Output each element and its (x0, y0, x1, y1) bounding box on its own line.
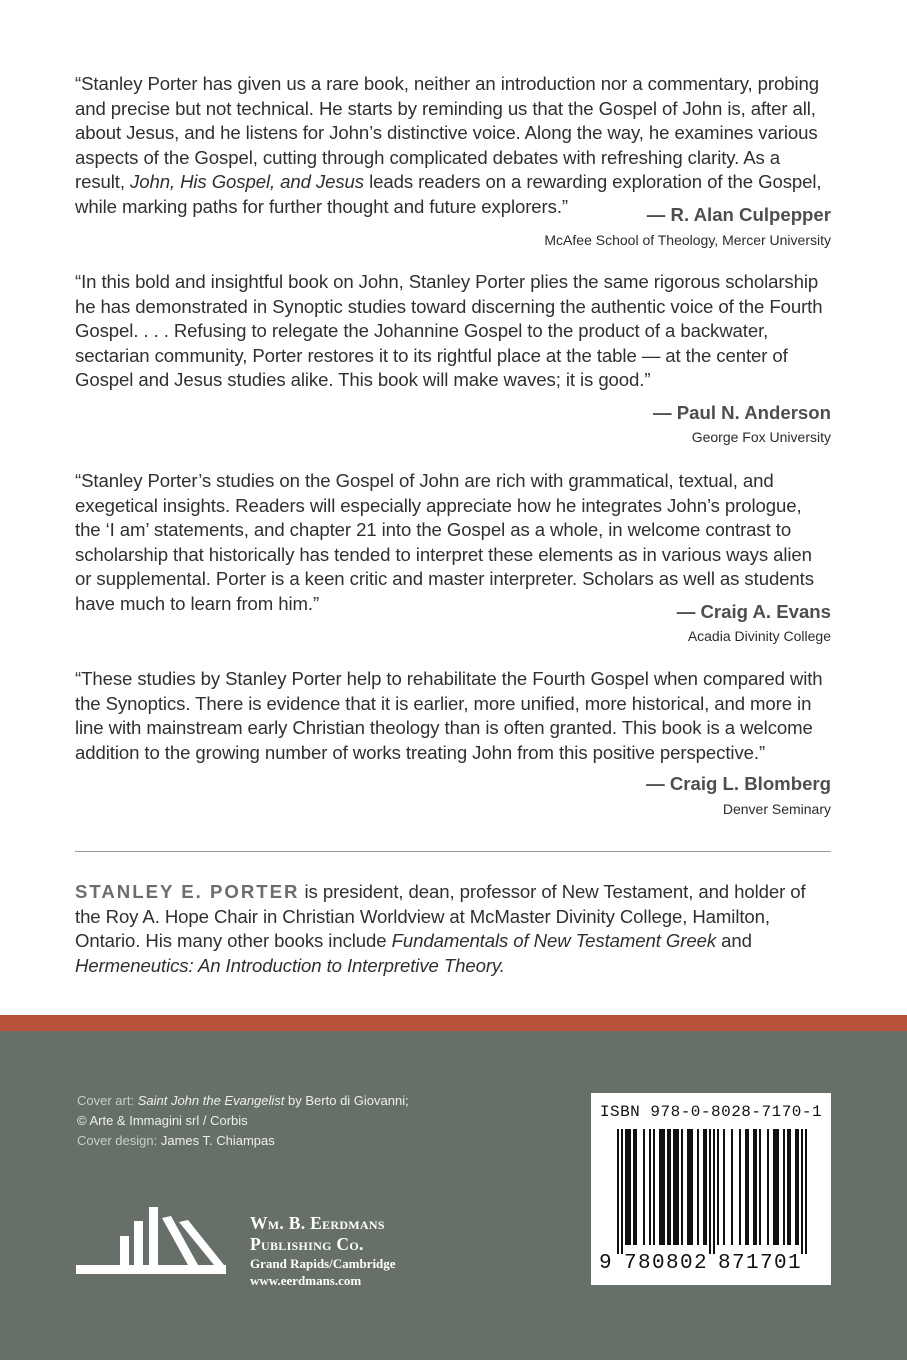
barcode-digit: 0 (652, 1252, 666, 1275)
barcode-digit: 2 (694, 1252, 708, 1275)
barcode-digit: 9 (599, 1252, 613, 1275)
barcode-bar (773, 1129, 775, 1245)
barcode-bar (777, 1129, 779, 1245)
publisher-logo-icon (76, 1196, 226, 1286)
barcode-bar (783, 1129, 785, 1245)
quote-text: “Stanley Porter’s studies on the Gospel of John are rich with grammatical, textual, and exegetical insights. Readers will especially appreciate how he integrates John’s prologue, the ‘I am’ statements, and chapter 21 into the Gospel as a whole, in welcome contrast to scholarship that historically has tended to interpret these elements as in various ways alien or supplemental. Porter is a keen critic and master interpreter. Scholars as well as students have much to learn from him.” (75, 470, 814, 614)
endorsement-quote-3 (75, 469, 832, 617)
barcode-bar (745, 1129, 747, 1245)
quote-attribution-2: — Paul N. Anderson (652, 402, 831, 423)
cover-art-credit: Cover art: Saint John the Evangelist by Berto di Giovanni; (77, 1093, 409, 1108)
barcode-bar (675, 1129, 677, 1245)
cover-credits (77, 1091, 437, 1151)
barcode-bar (649, 1129, 651, 1245)
divider-rule (75, 851, 831, 852)
barcode-bar (753, 1129, 755, 1245)
barcode-bar (635, 1129, 637, 1245)
barcode-digit: 0 (774, 1252, 788, 1275)
barcode-bar (801, 1129, 803, 1254)
barcode-bar (627, 1129, 629, 1245)
barcode-bar (689, 1129, 691, 1245)
barcode-bar (617, 1129, 619, 1254)
barcode-bar (687, 1129, 689, 1245)
barcode-bar (669, 1129, 671, 1245)
quote-affiliation-4: Denver Seminary (722, 801, 831, 817)
barcode-digit: 7 (732, 1252, 746, 1275)
barcode-bar (767, 1129, 769, 1245)
endorsement-quote-2 (75, 270, 832, 393)
barcode-bar (797, 1129, 799, 1245)
isbn-label: ISBN 978-0-8028-7170-1 (599, 1103, 823, 1121)
isbn-barcode (591, 1093, 831, 1285)
barcode-bar (629, 1129, 631, 1245)
barcode-bar (731, 1129, 733, 1245)
quote-affiliation-2: George Fox University (691, 429, 831, 445)
barcode-bar (747, 1129, 749, 1245)
barcode-bar (789, 1129, 791, 1245)
barcode-digit: 1 (746, 1252, 760, 1275)
barcode-bar (723, 1129, 725, 1245)
barcode-digit: 7 (624, 1252, 638, 1275)
barcode-bar (633, 1129, 635, 1245)
barcode-digit: 8 (638, 1252, 652, 1275)
barcode-bar (659, 1129, 661, 1245)
footer-panel (0, 1031, 907, 1360)
barcode-bar (663, 1129, 665, 1245)
barcode-bar (717, 1129, 719, 1245)
barcode-bar (653, 1129, 655, 1245)
barcode-digit: 8 (666, 1252, 680, 1275)
barcode-bar (787, 1129, 789, 1245)
barcode-bar (759, 1129, 761, 1245)
endorsement-quote-1 (75, 72, 832, 220)
quote-attribution-4: — Craig L. Blomberg (646, 773, 831, 794)
barcode-bar (697, 1129, 699, 1245)
barcode-bar (739, 1129, 741, 1245)
quote-attribution-1: — R. Alan Culpepper (646, 204, 831, 225)
barcode-bar (681, 1129, 683, 1245)
barcode-bar (703, 1129, 705, 1245)
endorsement-quote-4 (75, 667, 832, 765)
quote-text: “Stanley Porter has given us a rare book, neither an introduction nor a commentary, probing and precise but not technical. He starts by reminding us that the Gospel of John is, after all, about Jesus, and he listens for John’s distinctive voice. Along the way, he examines various aspects of the Gospel, cutting through complicated debates with refreshing clarity. As a result, John, His Gospel, and Jesus leads readers on a rewarding exploration of the Gospel, while marking paths for further thought and future explorers.” (75, 73, 822, 217)
accent-band (0, 1015, 907, 1031)
barcode-digit: 8 (718, 1252, 732, 1275)
barcode-digit: 0 (680, 1252, 694, 1275)
barcode-bar (643, 1129, 645, 1245)
barcode-digit: 7 (760, 1252, 774, 1275)
quote-affiliation-3: Acadia Divinity College (687, 628, 831, 644)
quote-attribution-3: — Craig A. Evans (676, 601, 831, 622)
author-bio: STANLEY E. PORTER is president, dean, professor of New Testament, and holder of the Roy A. Hope Chair in Christian Worldview at McMaster Divinity College, Hamilton, Ontario. His many other books include Fundamentals of New Testament Greek and Hermeneutics: An Introduction to Interpretive Theory. (75, 881, 806, 976)
barcode-digit: 1 (788, 1252, 802, 1275)
barcode-bar (625, 1129, 627, 1245)
barcode-bar (795, 1129, 797, 1245)
barcode-bar (677, 1129, 679, 1245)
barcode-bar (673, 1129, 675, 1245)
quote-text: “These studies by Stanley Porter help to rehabilitate the Fourth Gospel when compared with the Synoptics. There is evidence that it is earlier, more unified, more historical, and more in line with mainstream early Christian theology than is often granted. This book is a welcome addition to the growing number of works treating John from this positive perspective.” (75, 668, 823, 763)
publisher-name: Wm. B. Eerdmans Publishing Co. Grand Rapids/Cambridge www.eerdmans.com (250, 1213, 396, 1288)
copyright-credit: © Arte & Immagini srl / Corbis (77, 1113, 248, 1128)
barcode-bar (621, 1129, 623, 1254)
barcode-bars (591, 1129, 831, 1254)
cover-design-credit: Cover design: James T. Chiampas (77, 1133, 275, 1148)
barcode-bar (709, 1129, 711, 1254)
barcode-bar (661, 1129, 663, 1245)
barcode-bar (691, 1129, 693, 1245)
barcode-bar (805, 1129, 807, 1254)
barcode-bar (713, 1129, 715, 1254)
barcode-bar (705, 1129, 707, 1245)
barcode-bar (755, 1129, 757, 1245)
quote-affiliation-1: McAfee School of Theology, Mercer University (544, 232, 831, 248)
barcode-bar (775, 1129, 777, 1245)
author-name: STANLEY E. PORTER (75, 881, 300, 902)
quote-text: “In this bold and insightful book on John, Stanley Porter plies the same rigorous scholarship he has demonstrated in Synoptic studies toward discerning the authentic voice of the Fourth Gospel. . . . Refusing to relegate the Johannine Gospel to the product of a backwater, sectarian community, Porter restores it to its rightful place at the table — at the center of Gospel and Jesus studies alike. This book will make waves; it is good.” (75, 271, 823, 391)
barcode-bar (667, 1129, 669, 1245)
